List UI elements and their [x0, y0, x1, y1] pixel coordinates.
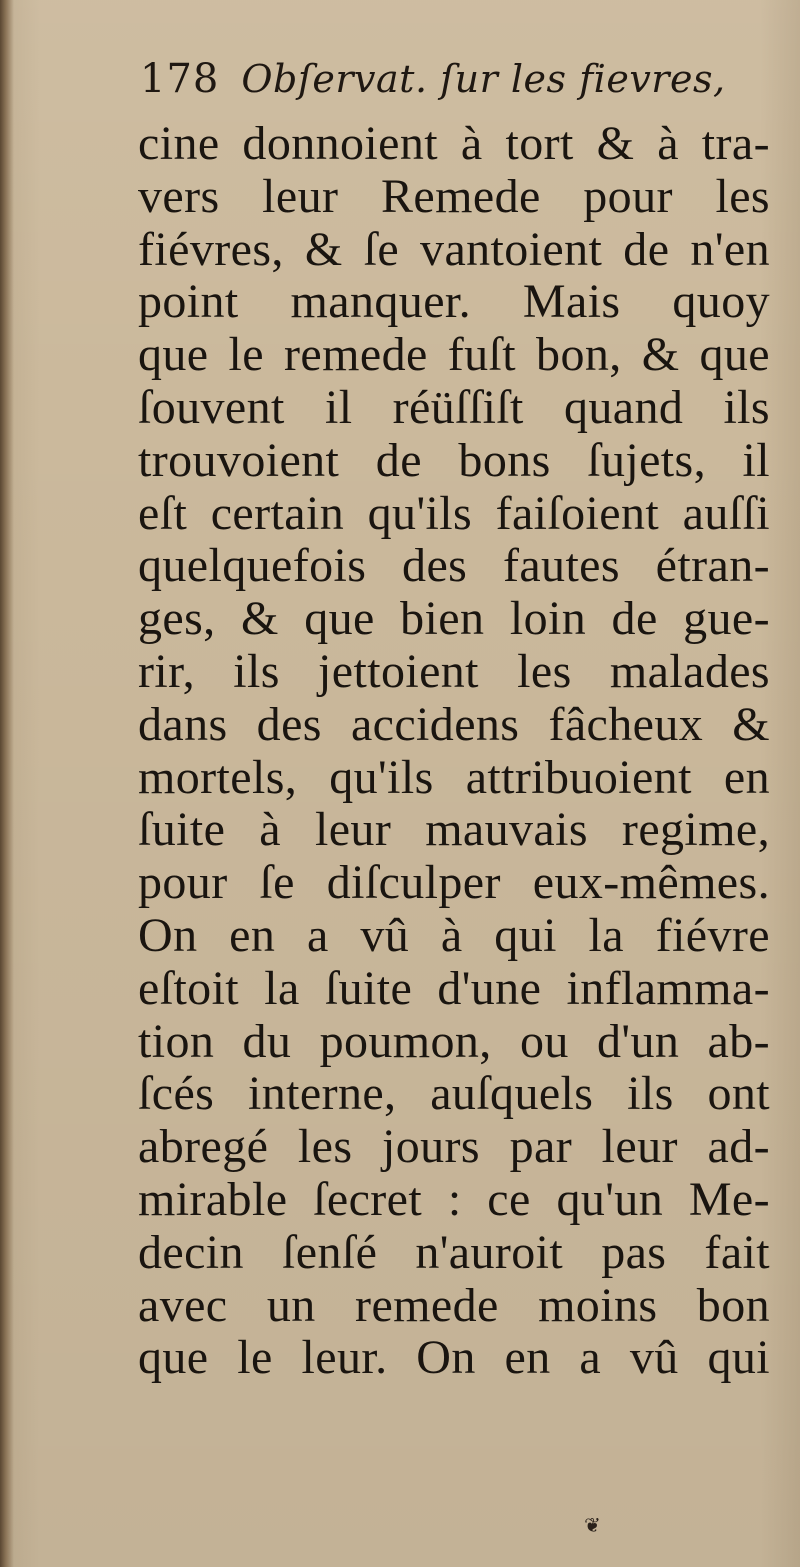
text-line: que le leur. On en a vû qui [138, 1331, 770, 1385]
running-title: Obſervat. ſur les fievres, [241, 57, 726, 101]
text-line: vers leur Remede pour les [138, 169, 770, 223]
text-line: avec un remede moins bon [138, 1278, 770, 1332]
text-line: quelquefois des fautes étran- [138, 539, 770, 593]
text-line: point manquer. Mais quoy [138, 275, 770, 329]
text-line: mirable ſecret : ce qu'un Me- [138, 1172, 770, 1226]
body-text [138, 118, 770, 1385]
text-line: decin ſenſé n'auroit pas fait [138, 1225, 770, 1279]
text-line: ges, & que bien loin de gue- [138, 592, 770, 646]
text-line: abregé les jours par leur ad- [138, 1120, 770, 1174]
text-line: ſcés interne, auſquels ils ont [138, 1067, 770, 1121]
text-line: ſouvent il réüſſiſt quand ils [138, 380, 770, 434]
text-line: On en a vû à qui la fiévre [138, 908, 770, 962]
text-line: ſuite à leur mauvais regime, [138, 803, 770, 857]
text-line: eſt certain qu'ils faiſoient auſſi [138, 486, 770, 540]
page-gutter-shadow [0, 0, 14, 1567]
page-header [140, 56, 780, 116]
text-line: mortels, qu'ils attribuoient en [138, 750, 770, 804]
page-number: 178 [140, 56, 220, 102]
text-line: rir, ils jettoient les malades [138, 644, 770, 698]
printer-ornament-icon: ❦ [584, 1513, 601, 1537]
text-line: eſtoit la ſuite d'une inflamma- [138, 961, 770, 1015]
text-line: cine donnoient à tort & à tra- [138, 117, 770, 170]
text-line: trouvoient de bons ſujets, il [138, 433, 770, 487]
text-line: que le remede fuſt bon, & que [138, 328, 770, 382]
text-line: dans des accidens fâcheux & [138, 697, 770, 751]
text-line: fiévres, & ſe vantoient de n'en [138, 222, 770, 276]
text-line: tion du poumon, ou d'un ab- [138, 1014, 770, 1068]
text-line: pour ſe diſculper eux-mêmes. [138, 856, 770, 910]
